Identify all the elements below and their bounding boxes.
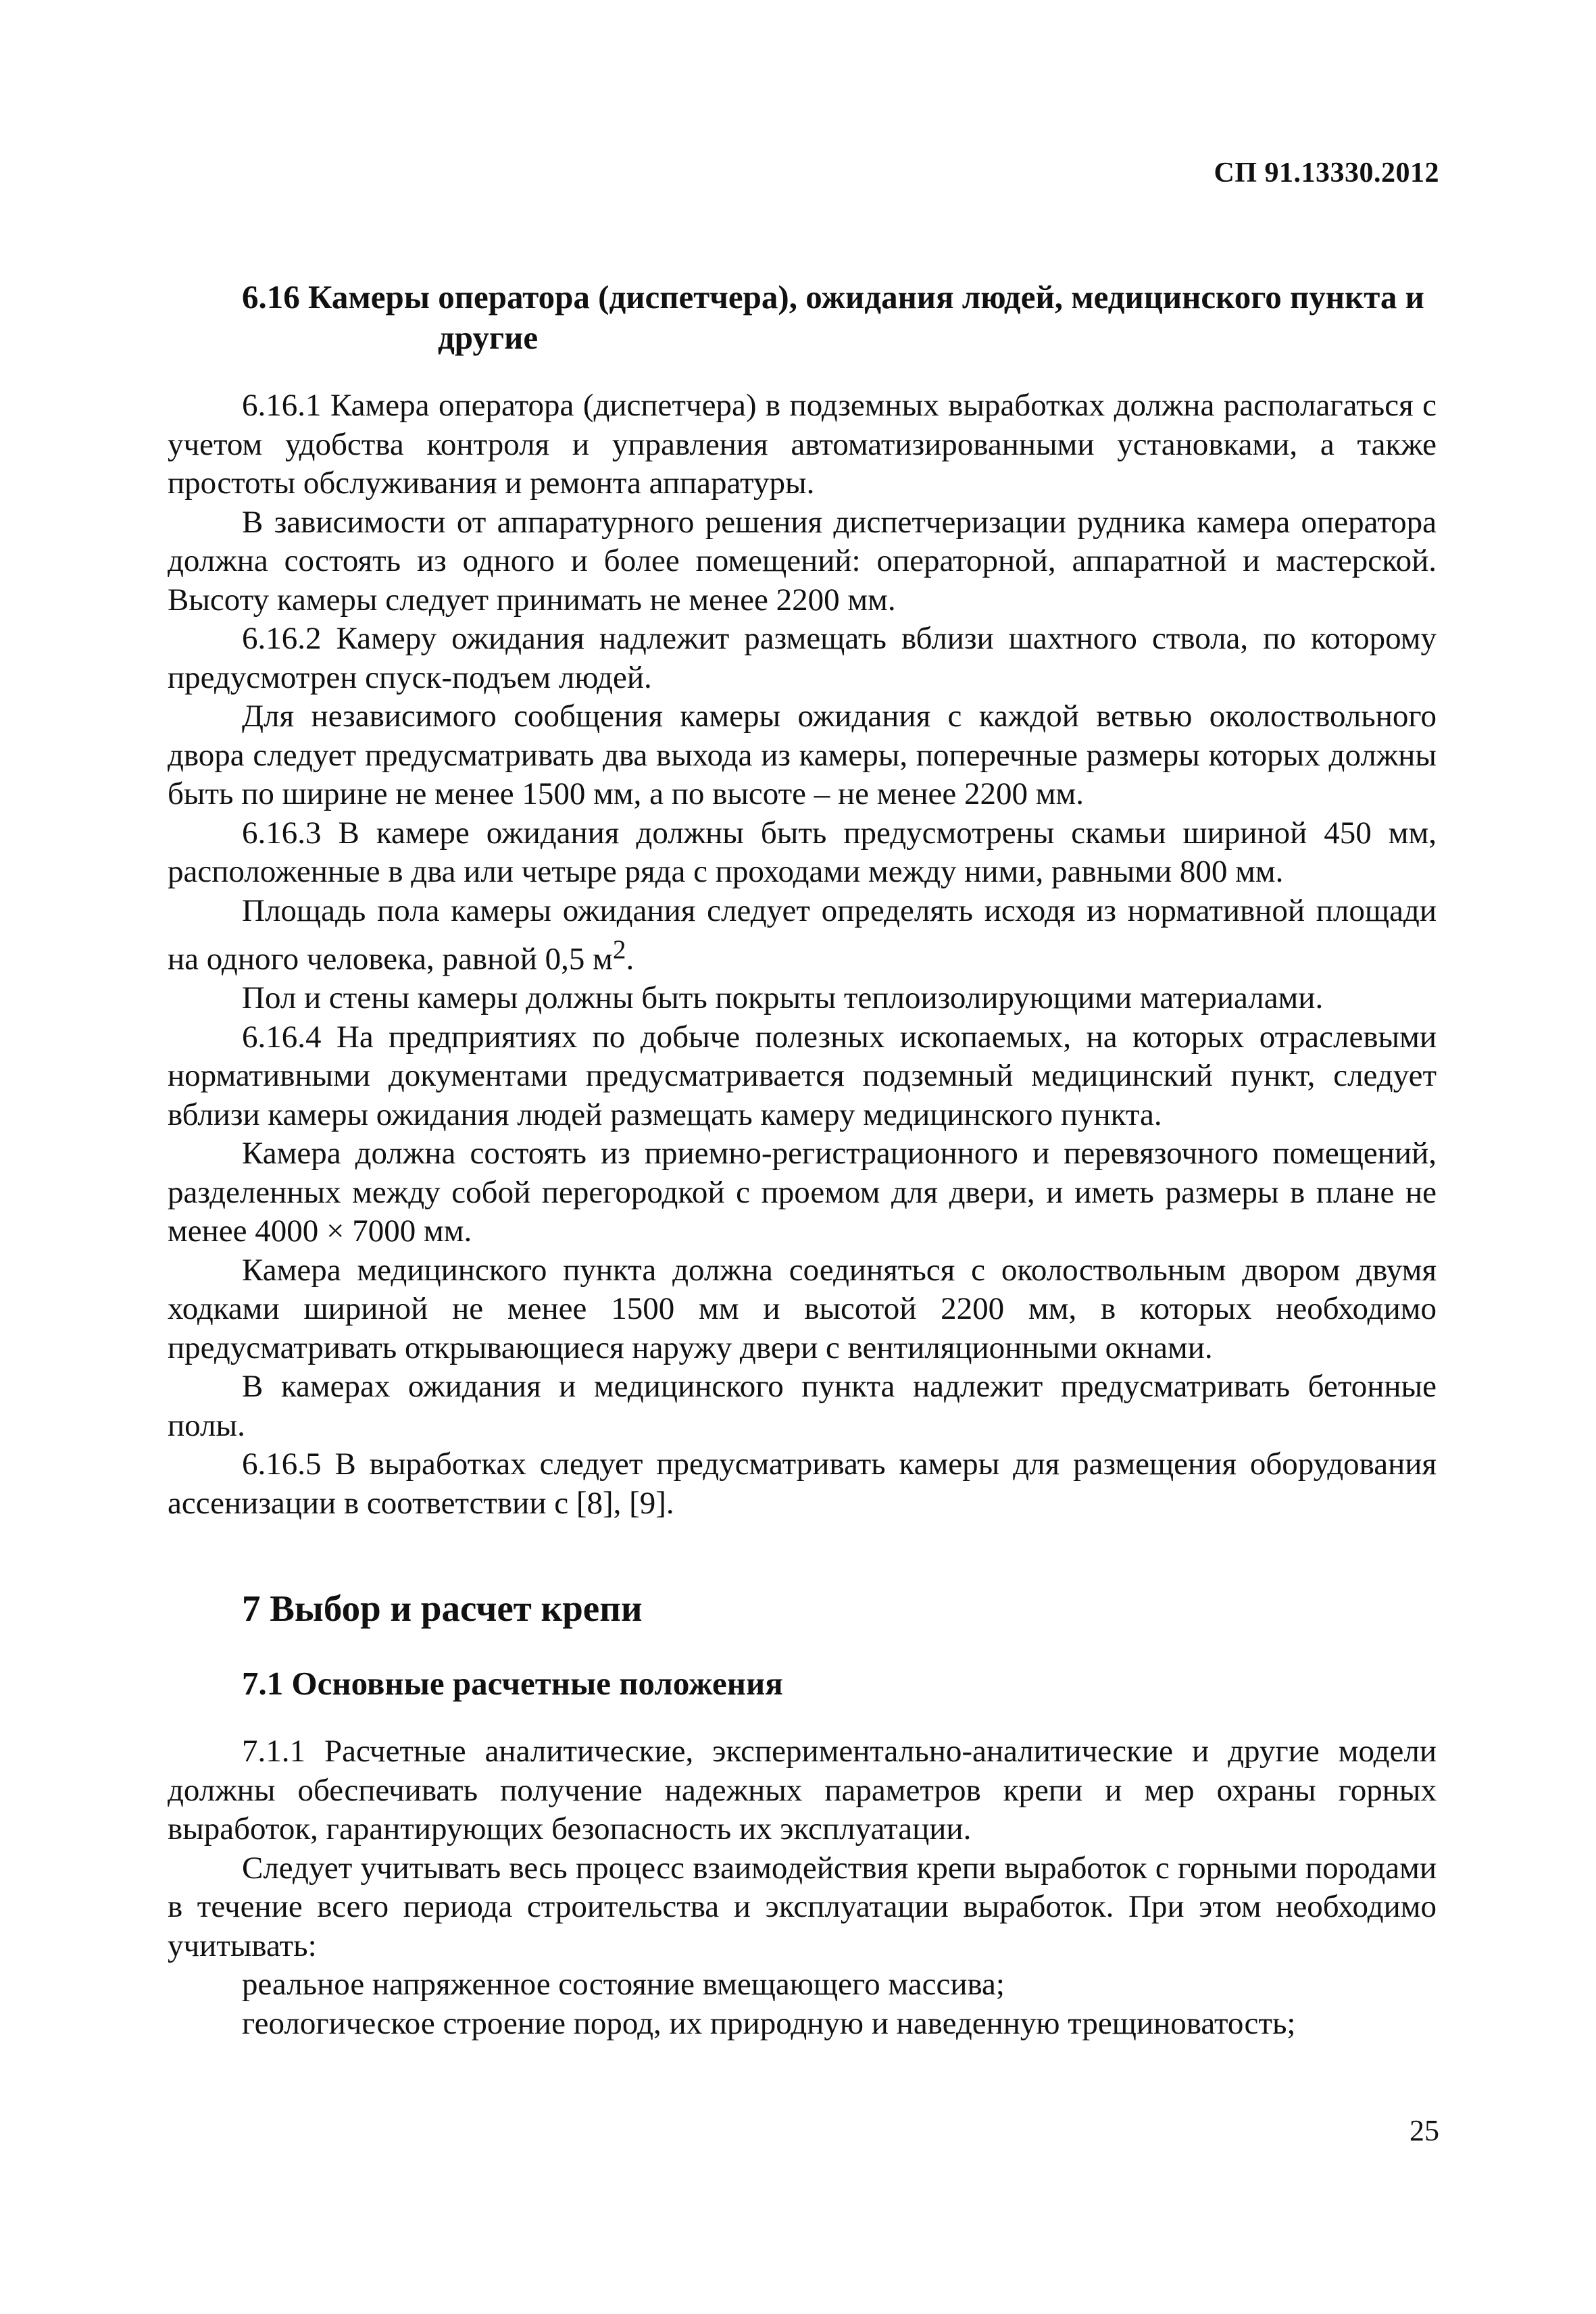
- paragraph-medical-rooms: Камера должна состоять из приемно-регистрационного и перевязочного помещений, разделенных между собой перегородкой с проемом для двери, и иметь размеры в плане не менее 4000 × 7000 мм.: [168, 1136, 1437, 1249]
- paragraph-operator-room: В зависимости от аппаратурного решения диспетчеризации рудника камера оператора должна состоять из одного и более помещений: операторной, аппаратной и мастерской. Высоту камеры следует принимать не менее 2200 мм.: [168, 504, 1437, 618]
- paragraph-7-1-1: 7.1.1 Расчетные аналитические, экспериментально-аналитические и другие модели должны обеспечивать получение надежных параметров крепи и мер охраны горных выработок, гарантирующих безопасность их эксплуатации.: [168, 1734, 1437, 1847]
- paragraph-waiting-exits: Для независимого сообщения камеры ожидания с каждой ветвью околоствольного двора следует предусматривать два выхода из камеры, поперечные размеры которых должны быть по ширине не менее 1500 мм, а по высоте – не менее 2200 мм.: [168, 699, 1437, 811]
- paragraph-interaction-process: Следует учитывать весь процесс взаимодействия крепи выработок с горными породами в течение всего периода строительства и эксплуатации выработок. При этом необходимо учитывать:: [168, 1850, 1437, 1963]
- section-heading-6-16: 6.16 Камеры оператора (диспетчера), ожидания людей, медицинского пункта и другие: [242, 278, 1424, 356]
- section-heading-7-1: 7.1 Основные расчетные положения: [242, 1665, 783, 1703]
- paragraph-6-16-3: 6.16.3 В камере ожидания должны быть предусмотрены скамьи шириной 450 мм, расположенные в два или четыре ряда с проходами между ними, равными 800 мм.: [168, 815, 1437, 889]
- paragraph-6-16-5: 6.16.5 В выработках следует предусматривать камеры для размещения оборудования ассенизации в соответствии с [8], [9].: [168, 1447, 1437, 1521]
- list-item: геологическое строение пород, их природную и наведенную трещиноватость;: [242, 2005, 1296, 2041]
- floor-area-suffix: .: [626, 941, 634, 977]
- chapter-heading-7: 7 Выбор и расчет крепи: [242, 1588, 643, 1630]
- document-code: СП 91.13330.2012: [1214, 157, 1439, 188]
- superscript-square: 2: [612, 935, 626, 964]
- paragraph-floor-area: [168, 892, 1437, 980]
- paragraph-insulation: Пол и стены камеры должны быть покрыты теплоизолирующими материалами.: [242, 980, 1324, 1016]
- paragraph-6-16-1: 6.16.1 Камера оператора (диспетчера) в подземных выработках должна располагаться с учетом удобства контроля и управления автоматизированными установками, а также простоты обслуживания и ремонта аппаратуры.: [168, 388, 1437, 501]
- page-content: [168, 277, 1437, 2043]
- paragraph-concrete-floors: В камерах ожидания и медицинского пункта надлежит предусматривать бетонные полы.: [168, 1369, 1437, 1443]
- page-number: 25: [1410, 2114, 1439, 2147]
- paragraph-6-16-4: 6.16.4 На предприятиях по добыче полезных ископаемых, на которых отраслевыми нормативными документами предусматривается подземный медицинский пункт, следует вблизи камеры ожидания людей размещать камеру медицинского пункта.: [168, 1019, 1437, 1132]
- list-item: реальное напряженное состояние вмещающего массива;: [242, 1967, 1005, 2003]
- paragraph-6-16-2: 6.16.2 Камеру ожидания надлежит размещать вблизи шахтного ствола, по которому предусмотрен спуск-подъем людей.: [168, 621, 1437, 695]
- paragraph-medical-passages: Камера медицинского пункта должна соединяться с околоствольным двором двумя ходками шириной не менее 1500 мм и высотой 2200 мм, в которых необходимо предусматривать открывающиеся наружу двери с вентиляционными окнами.: [168, 1252, 1437, 1365]
- floor-area-text: Площадь пола камеры ожидания следует определять исходя из нормативной площади на одного человека, равной 0,5 м: [168, 892, 1437, 977]
